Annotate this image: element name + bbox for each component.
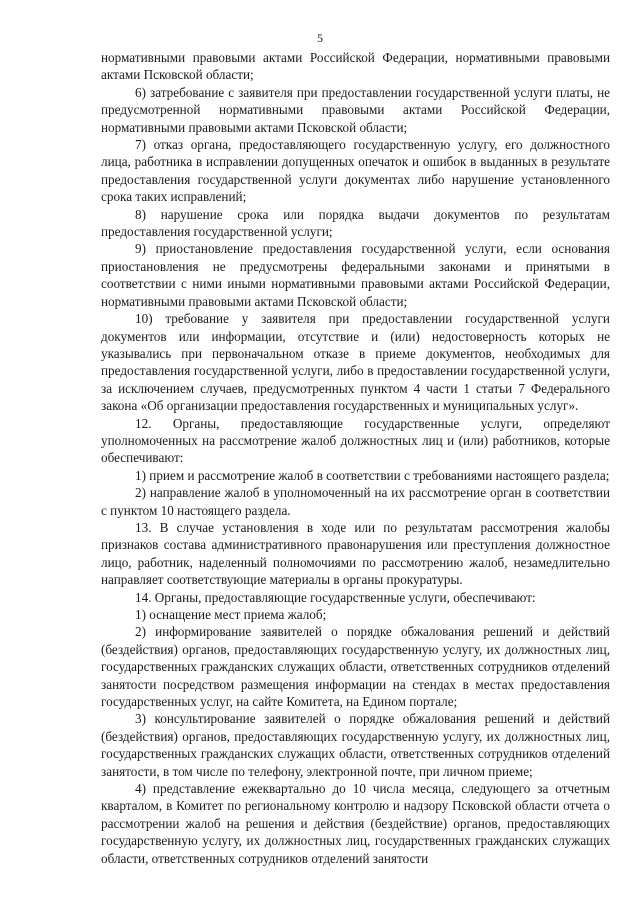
- page-number: 5: [317, 31, 323, 45]
- paragraph-clause-12-item-2: 2) направление жалоб в уполномоченный на их рассмотрение орган в соответствии с пунктом 10 настоящего раздела.: [101, 485, 610, 518]
- paragraph-item-8: 8) нарушение срока или порядка выдачи документов по результатам предоставления государственной услуги;: [101, 206, 610, 240]
- paragraph-clause-14-item-1: 1) оснащение мест приема жалоб;: [135, 607, 327, 622]
- paragraph-item-6: 6) затребование с заявителя при предоставлении государственной услуги платы, не предусмотренной нормативными правовыми актами Российской Федерации, нормативными правовыми актами Псковской области;: [101, 84, 610, 135]
- paragraph-item-7: 7) отказ органа, предоставляющего государственную услугу, его должностного лица, работника в исправлении допущенных опечаток и ошибок в выданных в результате предоставления государственной услуги документах либо нарушение установленного срока таких исправлений;: [101, 137, 610, 205]
- paragraph-clause-13: 13. В случае установления в ходе или по результатам рассмотрения жалобы признаков состава административного правонарушения или преступления должностное лицо, работник, наделенный полномочиями по рассмотрению жалоб, незамедлительно направляет соответствующие материалы в органы прокуратуры.: [101, 519, 610, 588]
- document-body: [101, 49, 610, 867]
- paragraph-item-10: 10) требование у заявителя при предоставлении государственной услуги документов или информации, отсутствие и (или) недостоверность которых не указывались при первоначальном отказе в приеме документов, необходимых для предоставления государственной услуги, либо в предоставлении государственной услуги, за исключением случаев, предусмотренных пунктом 4 части 1 статьи 7 Федерального закона «Об организации предоставления государственных и муниципальных услуг».: [101, 311, 610, 414]
- paragraph-continuation: нормативными правовыми актами Российской Федерации, нормативными правовыми актами Псковской области;: [101, 50, 610, 83]
- paragraph-clause-14: 14. Органы, предоставляющие государственные услуги, обеспечивают:: [135, 589, 536, 605]
- paragraph-clause-14-item-4: 4) представление ежеквартально до 10 числа месяца, следующего за отчетным кварталом, в Комитет по региональному контролю и надзору Псковской области отчета о рассмотрении жалоб на решения и действия (бездействие) органов, предоставляющих государственную услугу, их должностных лиц, государственных гражданских служащих области, ответственных сотрудников отделений занятости: [101, 781, 610, 866]
- paragraph-clause-12-item-1: 1) прием и рассмотрение жалоб в соответствии с требованиями настоящего раздела;: [135, 467, 610, 483]
- paragraph-item-9: 9) приостановление предоставления государственной услуги, если основания приостановления не предусмотрены федеральными законами и принятыми в соответствии с ними иными нормативными правовыми актами Российской Федерации, нормативными правовыми актами Псковской области;: [101, 241, 610, 309]
- paragraph-clause-14-item-3: 3) консультирование заявителей о порядке обжалования решений и действий (бездействия) органов, предоставляющих государственную услугу, их должностных лиц, государственных гражданских служащих области, ответственных сотрудников отделений занятости, в том числе по телефону, электронной почте, при личном приеме;: [101, 711, 610, 779]
- paragraph-clause-14-item-2: 2) информирование заявителей о порядке обжалования решений и действий (бездействия) органов, предоставляющих государственную услугу, их должностных лиц, государственных гражданских служащих области, ответственных сотрудников отделений занятости посредством размещения информации на стендах в местах предоставления государственных услуг, на сайте Комитета, на Едином портале;: [101, 624, 610, 710]
- paragraph-clause-12: 12. Органы, предоставляющие государственные услуги, определяют уполномоченных на рассмотрение жалоб должностных лиц и (или) работников, которые обеспечивают:: [101, 415, 610, 466]
